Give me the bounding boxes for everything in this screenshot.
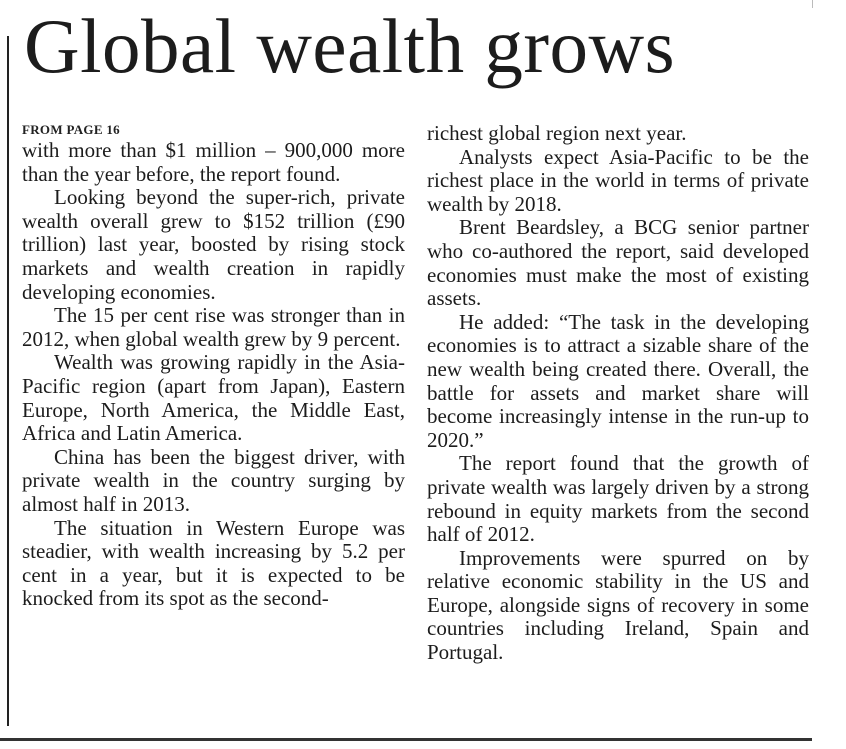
article-paragraph: The 15 per cent rise was stronger than in 2012, when global wealth grew by 9 percent. [22,303,405,351]
article-paragraph: The report found that the growth of private wealth was largely driven by a strong rebound in equity markets from the second half of 2012. [427,451,809,547]
article-column-right [427,122,809,665]
article-paragraph: Looking beyond the super-rich, private wealth overall grew to $152 trillion (£90 trillion) last year, boosted by rising stock markets and wealth creation in rapidly developing economies. [22,185,405,304]
left-column-rule [7,36,9,726]
continuation-kicker: FROM PAGE 16 [22,122,120,137]
article-paragraph: China has been the biggest driver, with private wealth in the country surging by almost half in 2013. [22,444,405,516]
article-paragraph: The situation in Western Europe was steadier, with wealth increasing by 5.2 per cent in a year, but it is expected to be knocked from its spot as the second- [22,515,405,611]
article-paragraph: richest global region next year. [427,121,687,145]
article-paragraph: Wealth was growing rapidly in the Asia-Pacific region (apart from Japan), Eastern Europe, North America, the Middle East, Africa and Latin America. [22,350,405,446]
article-paragraph: Analysts expect Asia-Pacific to be the richest place in the world in terms of private wealth by 2018. [427,144,809,216]
headline: Global wealth grows [24,3,676,89]
article-column-left [22,122,405,611]
article-paragraph: Brent Beardsley, a BCG senior partner who co-authored the report, said developed economies must make the most of existing assets. [427,215,809,311]
article-paragraph: with more than $1 million – 900,000 more than the year before, the report found. [22,138,405,186]
article-paragraph: He added: “The task in the developing economies is to attract a sizable share of the new wealth being created there. Overall, the battle for assets and market share will become increasingly intense in the run-up to 2020.” [427,309,809,452]
right-edge-rule [812,0,813,8]
bottom-rule [0,738,812,741]
article-paragraph: Improvements were spurred on by relative economic stability in the US and Europe, alongside signs of recovery in some countries including Ireland, Spain and Portugal. [427,545,809,665]
